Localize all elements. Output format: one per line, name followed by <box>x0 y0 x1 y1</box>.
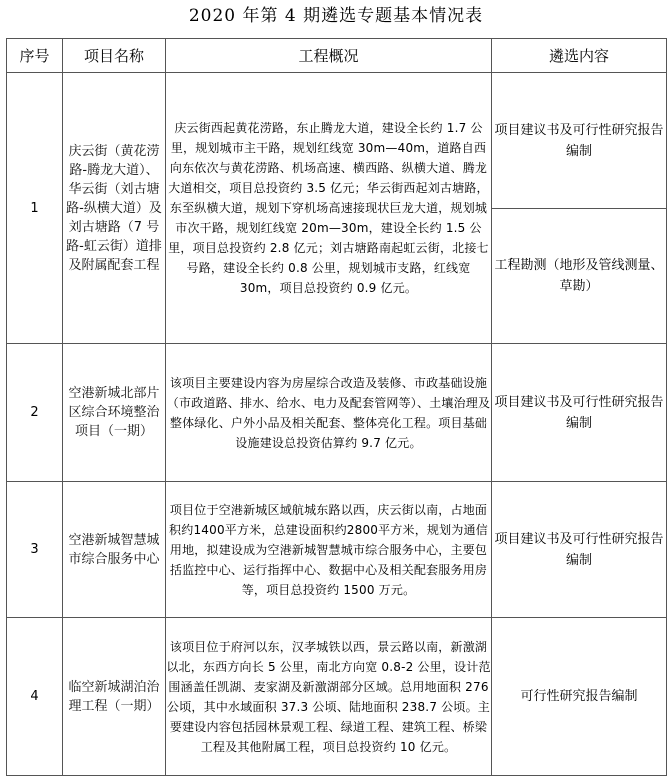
table-row <box>7 482 667 618</box>
row-seq: 2 <box>7 344 63 482</box>
header-project-name: 项目名称 <box>63 39 166 73</box>
header-selection-content: 遴选内容 <box>492 39 667 73</box>
header-seq: 序号 <box>7 39 63 73</box>
table-row <box>7 73 667 209</box>
row-seq: 3 <box>7 482 63 618</box>
row-content: 工程勘测（地形及管线测量、草勘） <box>492 209 667 344</box>
row-content: 项目建议书及可行性研究报告编制 <box>492 482 667 618</box>
row-overview: 该项目位于府河以东，汉孝城铁以西，景云路以南，新激湖以北，东西方向长 5 公里，南北方向宽 0.8-2 公里，设计范围涵盖任凯湖、麦家湖及新激湖部分区域。总用地面积 276 公顷，其中水域面积 37.3 公顷、陆地面积 238.7 公顷。主要建设内容包括园林景观工程、绿道工程、建筑工程、桥梁工程及其他附属工程，项目总投资约 10 亿元。 <box>166 618 492 776</box>
row-overview: 庆云街西起黄花涝路，东止腾龙大道，建设全长约 1.7 公里，规划城市主干路，规划红线宽 30m—40m，道路自西向东依次与黄花涝路、机场高速、横西路、纵横大道、腾龙大道相交，项目总投资约 3.5 亿元；华云街西起刘古塘路，东至纵横大道，规划下穿机场高速接现状巨龙大道，规划城市次干路，规划红线宽 20m—30m，建设全长约 1.5 公里，项目总投资约 2.8 亿元；刘古塘路南起虹云街，北接七号路，建设全长约 0.8 公里，规划城市支路，红线宽 30m，项目总投资约 0.9 亿元。 <box>166 73 492 344</box>
row-seq: 1 <box>7 73 63 344</box>
selection-table <box>6 38 667 776</box>
row-content: 可行性研究报告编制 <box>492 618 667 776</box>
row-overview: 该项目主要建设内容为房屋综合改造及装修、市政基础设施（市政道路、排水、给水、电力及配套管网等）、土壤治理及整体绿化、户外小品及相关配套、整体亮化工程。项目基础设施建设总投资估算约 9.7 亿元。 <box>166 344 492 482</box>
row-project-name: 庆云街（黄花涝路-腾龙大道）、华云街（刘古塘路-纵横大道）及刘古塘路（7 号路-虹云街）道排及附属配套工程 <box>63 73 166 344</box>
row-overview: 项目位于空港新城区域航城东路以西，庆云街以南，占地面积约1400平方米，总建设面积约2800平方米，规划为通信用地，拟建设成为空港新城智慧城市综合服务中心，主要包括监控中心、运行指挥中心、数据中心及相关配套服务用房等，项目总投资约 1500 万元。 <box>166 482 492 618</box>
header-overview: 工程概况 <box>166 39 492 73</box>
table-header-row <box>7 39 667 73</box>
row-content: 项目建议书及可行性研究报告编制 <box>492 73 667 209</box>
table-row <box>7 344 667 482</box>
row-project-name: 空港新城智慧城市综合服务中心 <box>63 482 166 618</box>
table-title: 2020 年第 4 期遴选专题基本情况表 <box>188 6 484 26</box>
row-content: 项目建议书及可行性研究报告编制 <box>492 344 667 482</box>
row-project-name: 临空新城湖泊治理工程（一期） <box>63 618 166 776</box>
row-seq: 4 <box>7 618 63 776</box>
row-project-name: 空港新城北部片区综合环境整治项目（一期） <box>63 344 166 482</box>
table-row <box>7 618 667 776</box>
